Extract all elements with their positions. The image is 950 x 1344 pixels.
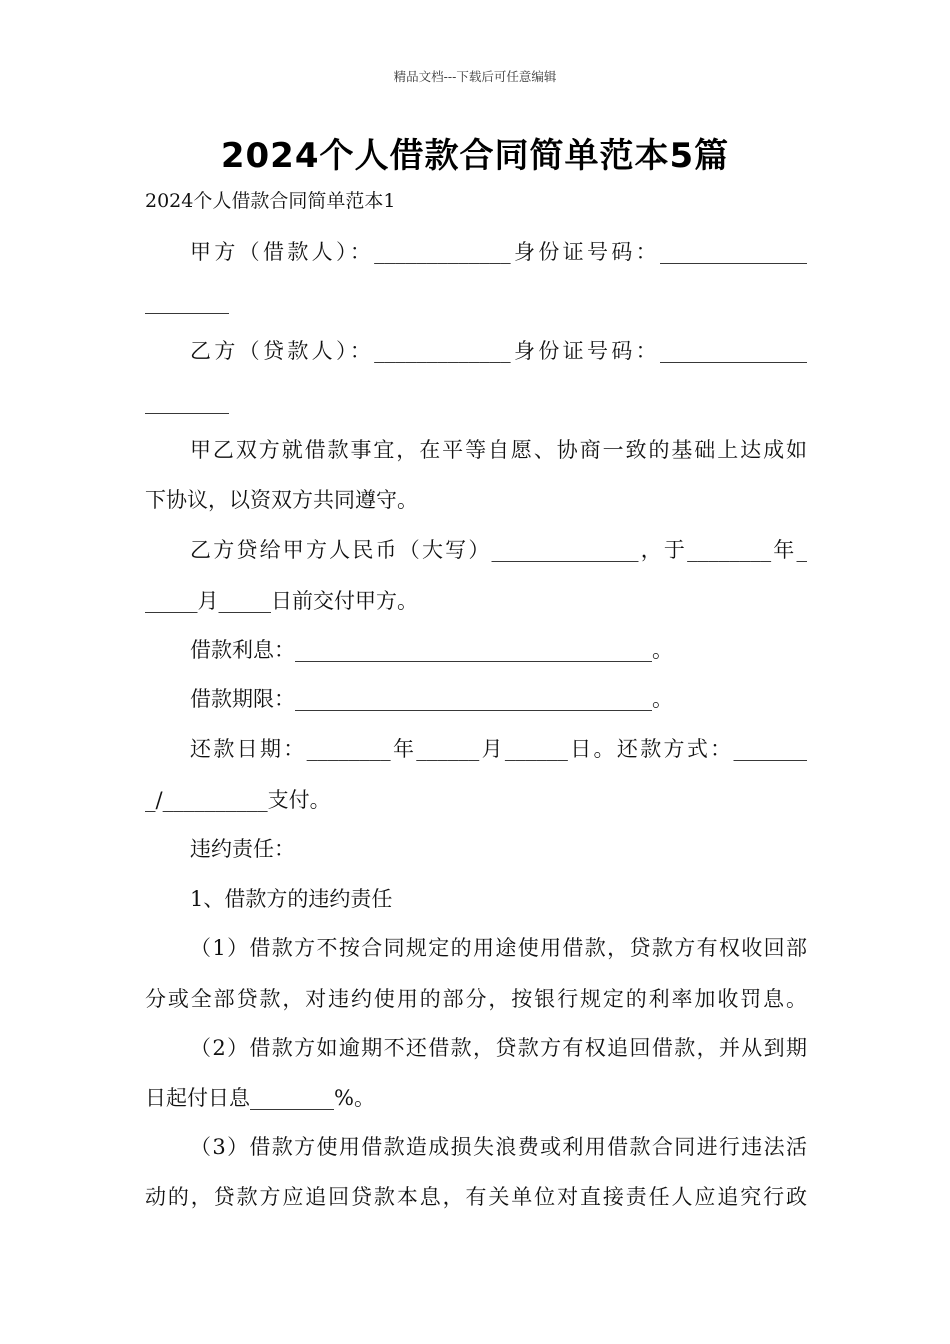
party-a-continuation: ________ [145, 290, 229, 314]
party-a-line: 甲方（借款人）：_____________身份证号码：______________ [190, 240, 807, 264]
clause-line: （3）借款方使用借款造成损失浪费或利用借款合同进行违法活 [190, 1135, 807, 1159]
repayment-line: 还款日期：________年______月______日。还款方式：_______ [190, 737, 807, 761]
term-line: 借款期限：__________________________________。 [190, 687, 673, 711]
section-heading: 2024个人借款合同简单范本1 [145, 190, 396, 212]
paragraph-line: 乙方贷给甲方人民币（大写）______________，于________年_ [190, 538, 807, 562]
paragraph-line: 下协议，以资双方共同遵守。 [145, 488, 418, 512]
clause-line: 日起付日息________%。 [145, 1086, 375, 1110]
clause-heading: 1、借款方的违约责任 [190, 887, 393, 911]
party-b-continuation: ________ [145, 390, 229, 414]
interest-line: 借款利息：__________________________________。 [190, 638, 673, 662]
repayment-continuation: _/__________支付。 [145, 788, 331, 812]
document-title: 2024个人借款合同简单范本5篇 [220, 136, 730, 176]
breach-heading: 违约责任： [190, 837, 295, 861]
paragraph-line: _____月_____日前交付甲方。 [145, 589, 418, 613]
clause-line: （2）借款方如逾期不还借款，贷款方有权追回借款，并从到期 [190, 1036, 807, 1060]
clause-line: 动的，贷款方应追回贷款本息，有关单位对直接责任人应追究行政 [145, 1185, 807, 1209]
party-b-line: 乙方（贷款人）：_____________身份证号码：______________ [190, 339, 807, 363]
page-header: 精品文档---下载后可任意编辑 [393, 69, 557, 84]
clause-line: 分或全部贷款，对违约使用的部分，按银行规定的利率加收罚息。 [145, 987, 807, 1011]
clause-line: （1）借款方不按合同规定的用途使用借款，贷款方有权收回部 [190, 936, 807, 960]
paragraph-line: 甲乙双方就借款事宜，在平等自愿、协商一致的基础上达成如 [190, 438, 807, 462]
